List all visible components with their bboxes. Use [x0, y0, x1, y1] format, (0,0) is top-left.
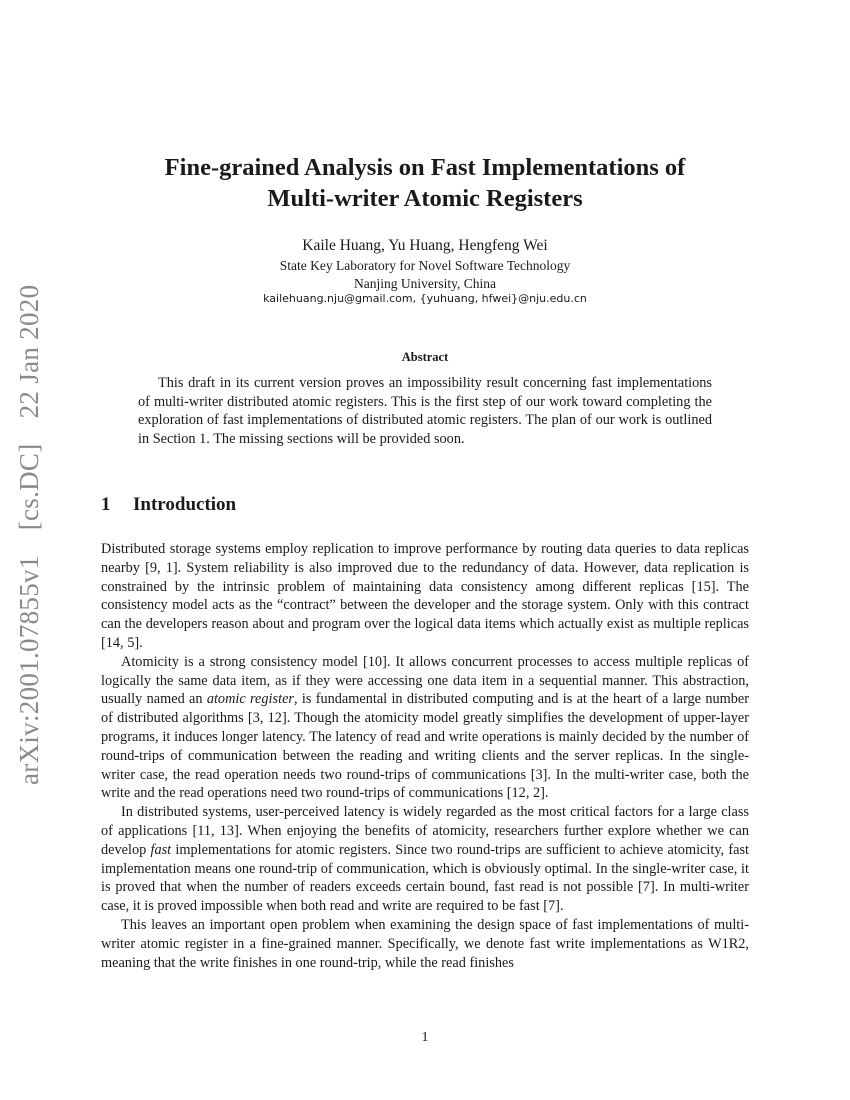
- arxiv-date: 22 Jan 2020: [14, 284, 44, 419]
- section-body: [101, 540, 749, 972]
- paragraph-2-text: Atomicity is a strong consistency model [10]. It allows concurrent processes to access multiple replicas of logically the same data item, as if they were accessing one data item in a sequential manner. This abstraction, usually named an: [101, 653, 749, 708]
- affiliation-line-2: Nanjing University, China: [354, 276, 496, 291]
- emphasis-atomic-register: atomic register: [206, 691, 294, 708]
- paragraph-2: [101, 653, 749, 803]
- abstract-text: This draft in its current version proves an impossibility result concerning fast implementations of multi-writer distributed atomic registers. This is the first step of our work toward completing the exploration of fast implementations of distributed atomic registers. The plan of our work is outlined in Section 1. The missing sections will be provided soon.: [138, 375, 712, 447]
- section-number: 1: [101, 494, 111, 515]
- paragraph-3-text: In distributed systems, user-perceived latency is widely regarded as the most critical factors for a large class of applications [11, 13]. When enjoying the benefits of atomicity, researchers further explore whether we can develop: [101, 804, 749, 858]
- title-line-1: Fine-grained Analysis on Fast Implementations of: [164, 154, 686, 181]
- title-line-2: Multi-writer Atomic Registers: [267, 185, 583, 212]
- paragraph-3-text-cont: implementations for atomic registers. Since two round-trips are sufficient to achieve atomicity, fast implementation means one round-trip of communication, which is obviously optimal. In the single-writer case, it is proved that when the number of readers exceeds certain bound, fast read is not possible [7]. In multi-writer case, it is proved impossible when both read and write are required to be fast [7].: [101, 841, 750, 915]
- arxiv-id: arXiv:2001.07855v1: [14, 555, 44, 785]
- section-title: Introduction: [133, 494, 237, 515]
- authors: Kaile Huang, Yu Huang, Hengfeng Wei: [302, 237, 548, 254]
- arxiv-category: [cs.DC]: [14, 443, 44, 531]
- paper-title: [100, 152, 750, 214]
- page-number: 1: [421, 1030, 429, 1045]
- abstract-heading: Abstract: [401, 350, 449, 364]
- emphasis-fast: fast: [150, 841, 172, 858]
- paragraph-3: [101, 803, 749, 916]
- affiliation-line-1: State Key Laboratory for Novel Software Technology: [279, 258, 571, 273]
- author-emails: kailehuang.nju@gmail.com, {yuhuang, hfwei}@nju.edu.cn: [263, 292, 587, 305]
- paragraph-4: This leaves an important open problem when examining the design space of fast implementations of multi-writer atomic register in a fine-grained manner. Specifically, we denote fast write implementations as W1R2, meaning that the write finishes in one round-trip, while the read finishes: [101, 916, 749, 971]
- arxiv-stamp: [14, 284, 45, 785]
- paragraph-2-text-cont: , is fundamental in distributed computing and is at the heart of a large number of distributed algorithms [3, 12]. Though the atomicity model greatly simplifies the development of upper-layer programs, it induces longer latency. The latency of read and write operations is mainly decided by the number of round-trips of communication between the reading and writing clients and the server replicas. In the single-writer case, the read operation needs two round-trips of communications [3]. In the multi-writer case, both the write and the read operations need two round-trips of communications [12, 2].: [101, 691, 750, 802]
- paragraph-1: Distributed storage systems employ replication to improve performance by routing data queries to data replicas nearby [9, 1]. System reliability is also improved due to the redundancy of data. However, data replication is constrained by the intrinsic problem of maintaining data consistency among different replicas [15]. The consistency model acts as the “contract” between the developer and the storage system. Only with this contract can the developers reason about and program over the logical data items which actually exist as multiple replicas [14, 5].: [101, 541, 749, 651]
- section-heading: [101, 494, 236, 516]
